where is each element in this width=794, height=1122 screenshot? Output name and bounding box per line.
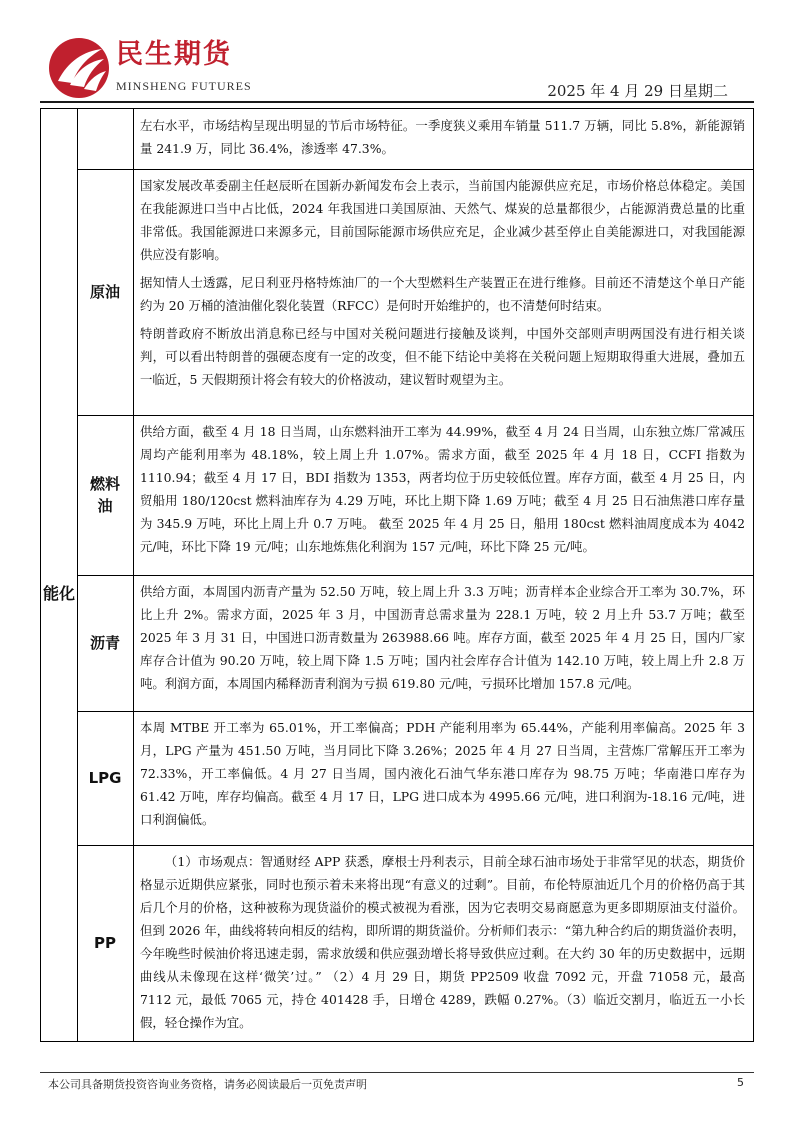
- paragraph: 供给方面，截至 4 月 18 日当周，山东燃料油开工率为 44.99%，截至 4 月 24 日当周，山东独立炼厂常减压周均产能利用率为 48.18%，较上周上升 1.07%。需求方面，截至 2025 年 4 月 18 日，CCFI 指数为 1110.94；截至 4 月 17 日，BDI 指数为 1353，两者均位于历史较低位置。库存方面，截至 4 月 25 日，内贸船用 180/120cst 燃料油库存为 4.29 万吨，环比上期下降 1.69 万吨；截至 4 月 25 日石油焦港口库存量为 345.9 万吨，环比上周上升 0.7 万吨。 截至 2025 年 4 月 25 日，船用 180cst 燃料油周度成本为 4042 元/吨，环比下降 19 元/吨；山东地炼焦化利润为 157 元/吨，环比下降 25 元/吨。: [140, 424, 745, 554]
- footer-disclaimer: 本公司具备期货投资咨询业务资格，请务必阅读最后一页免责声明: [48, 1078, 367, 1091]
- paragraph: 国家发展改革委副主任赵辰昕在国新办新闻发布会上表示，当前国内能源供应充足，市场价格总体稳定。美国在我能源进口当中占比低，2024 年我国进口美国原油、天然气、煤炭的总量都很少，占能源消费总量的比重非常低。我国能源进口来源多元，目前国际能源市场供应充足，企业减少甚至停止自美能源进口，对我国能源供应没有影响。: [140, 178, 745, 262]
- row-label: [77, 109, 134, 169]
- row-text: [140, 174, 745, 396]
- minsheng-logo-icon: [48, 37, 110, 99]
- paragraph: 据知情人士透露，尼日利亚丹格特炼油厂的一个大型燃料生产装置正在进行维修。目前还不清楚这个单日产能约为 20 万桶的渣油催化裂化装置（RFCC）是何时开始维护的，也不清楚何时结束。: [140, 275, 745, 313]
- table-row: [77, 109, 753, 170]
- table-row-pp: [77, 845, 753, 1041]
- paragraph: 左右水平，市场结构呈现出明显的节后市场特征。一季度狭义乘用车销量 511.7 万辆，同比 5.8%，新能源销量 241.9 万，同比 36.4%，渗透率 47.3%。: [140, 118, 745, 156]
- row-label: LPG: [77, 711, 134, 845]
- row-text: [140, 420, 745, 563]
- table-row-asphalt: [77, 575, 753, 712]
- footer-divider: [40, 1072, 754, 1073]
- row-label: PP: [77, 845, 134, 1041]
- paragraph: 供给方面，本周国内沥青产量为 52.50 万吨，较上周上升 3.3 万吨；沥青样本企业综合开工率为 30.7%，环比上升 2%。需求方面，2025 年 3 月，中国沥青总需求量为 228.1 万吨，较 2 月上升 53.7 万吨；截至 2025 年 3 月 31 日，中国进口沥青数量为 263988.66 吨。库存方面，截至 2025 年 4 月 25 日，国内厂家库存合计值为 90.20 万吨，较上周下降 1.5 万吨；国内社会库存合计值为 142.10 万吨，较上周上升 2.8 万吨。利润方面，本周国内稀释沥青利润为亏损 619.80 元/吨，亏损环比增加 157.8 元/吨。: [140, 584, 745, 691]
- paragraph: 特朗普政府不断放出消息称已经与中国对关税问题进行接触及谈判，中国外交部则声明两国没有进行相关谈判，可以看出特朗普的强硬态度有一定的改变，但不能下结论中美将在关税问题上短期取得重大进展，叠加五一临近，5 天假期预计将会有较大的价格波动，建议暂时观望为主。: [140, 326, 745, 387]
- brand-name-en: MINSHENG FUTURES: [116, 79, 252, 93]
- row-text: [140, 850, 745, 1039]
- sector-label: 能化: [42, 584, 75, 603]
- row-text: [140, 114, 745, 165]
- content-table: [40, 108, 754, 1042]
- header-divider: [40, 101, 754, 103]
- row-text: [140, 716, 745, 836]
- row-text: [140, 580, 745, 700]
- page-header: [0, 0, 794, 105]
- paragraph: 本周 MTBE 开工率为 65.01%，开工率偏高；PDH 产能利用率为 65.44%，产能利用率偏高。2025 年 3 月，LPG 产量为 451.50 万吨，当月同比下降 3.26%；2025 年 4 月 27 日当周，主营炼厂常解压开工率为 72.33%，开工率偏低。4 月 27 日当周，国内液化石油气华东港口库存为 98.75 万吨；华南港口库存为 61.42 万吨，库存均偏高。截至 4 月 17 日，LPG 进口成本为 4995.66 元/吨，进口利润为-18.16 元/吨，进口利润偏低。: [140, 720, 745, 827]
- brand-name: 民生期货: [116, 39, 232, 70]
- table-row-crude-oil: [77, 169, 753, 416]
- sector-column: [41, 109, 78, 1041]
- paragraph: （1）市场观点：智通财经 APP 获悉，摩根士丹利表示，目前全球石油市场处于非常罕见的状态，期货价格显示近期供应紧张，同时也预示着未来将出现“有意义的过剩”。目前，布伦特原油近几个月的价格仍高于其后几个月的价格，这种被称为现货溢价的模式被视为看涨，因为它表明交易商愿意为更多即期原油支付溢价。但到 2026 年，曲线将转向相反的结构，即所谓的期货溢价。分析师们表示：“第九种合约后的期货溢价表明，今年晚些时候油价将迅速走弱，需求放缓和供应强劲增长将导致供应过剩。在大约 30 年的历史数据中，远期曲线从未像现在这样‘微笑’过。” （2）4 月 29 日，期货 PP2509 收盘 7092 元，开盘 71058 元，最高 7112 元，最低 7065 元，持仓 401428 手，日增仓 4289，跌幅 0.27%。（3）临近交割月，临近五一小长假，轻仓操作为宜。: [140, 854, 745, 1030]
- row-label: 原油: [77, 169, 134, 415]
- row-label: 燃料 油: [77, 415, 134, 575]
- table-row-fuel-oil: [77, 415, 753, 576]
- row-label: 沥青: [77, 575, 134, 711]
- page-number: 5: [737, 1076, 744, 1089]
- report-date: 2025 年 4 月 29 日星期二: [547, 82, 728, 100]
- table-row-lpg: [77, 711, 753, 846]
